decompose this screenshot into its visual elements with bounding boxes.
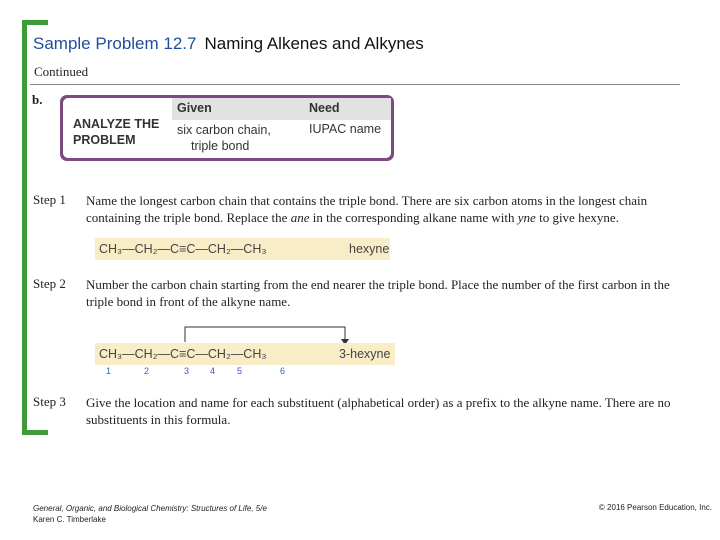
bottom-accent-bar (22, 430, 48, 435)
analyze-title-line1: ANALYZE THE (73, 117, 160, 131)
footer-copyright: © 2016 Pearson Education, Inc. (598, 503, 712, 512)
analyze-title (73, 116, 159, 148)
title-name: Naming Alkenes and Alkynes (204, 34, 424, 53)
analyze-problem-box (60, 95, 394, 161)
step3-text: Give the location and name for each substituent (alphabetical order) as a prefix to the alkyne name. There are no substituents in this formula. (86, 395, 671, 427)
carbon-number-1: 1 (106, 366, 112, 376)
carbon-number-5: 5 (237, 366, 243, 376)
step2-compound-name: 3-hexyne (339, 347, 391, 361)
analyze-title-line2: PROBLEM (73, 133, 136, 147)
carbon-number-2: 2 (144, 366, 150, 376)
carbon-number-6: 6 (280, 366, 286, 376)
step1-text-c: to give hexyne. (535, 210, 619, 225)
analyze-box-inner (63, 98, 391, 158)
step2-label: Step 2 (33, 276, 66, 291)
footer-book-title: General, Organic, and Biological Chemistry: Structures of Life, 5/e (33, 504, 267, 513)
footer-author: Karen C. Timberlake (33, 515, 106, 524)
step3-label: Step 3 (33, 394, 66, 409)
step1-em-yne: yne (517, 210, 536, 225)
carbon-number-4: 4 (210, 366, 216, 376)
step2-formula-box (95, 343, 395, 365)
step1-text-b: in the corresponding alkane name with (309, 210, 518, 225)
step1-label: Step 1 (33, 192, 66, 207)
given-line2: triple bond (191, 139, 250, 153)
part-label: b. (32, 92, 43, 107)
step1-formula: CH₃—CH₂—C≡C—CH₂—CH₃ (99, 242, 267, 256)
given-header: Given (177, 101, 212, 115)
step1-formula-box (95, 238, 390, 260)
step1-text (86, 192, 698, 226)
continued-label: Continued (34, 64, 89, 79)
step1-text-a: Name the longest carbon chain that contains the triple bond. There are six carbon atoms in the longest chain containing the triple bond. Replace the (86, 193, 648, 225)
arrow-line (185, 327, 345, 342)
title-prefix: Sample Problem 12.7 (33, 34, 197, 53)
step2-text: Number the carbon chain starting from the end nearer the triple bond. Place the number of the first carbon in the triple bond in front of the alkyne name. (86, 277, 670, 309)
slide-title (33, 34, 424, 54)
step1-em-ane: ane (290, 210, 310, 225)
footer-citation (33, 503, 267, 525)
carbon-number-3: 3 (184, 366, 190, 376)
step2-formula: CH₃—CH₂—C≡C—CH₂—CH₃ (99, 347, 267, 361)
top-accent-bar (22, 20, 48, 25)
step1-compound-name: hexyne (349, 242, 390, 256)
given-value (177, 122, 271, 154)
given-line1: six carbon chain, (177, 123, 271, 137)
need-value: IUPAC name (309, 122, 382, 136)
header-divider (30, 84, 680, 85)
need-header: Need (309, 101, 340, 115)
left-accent-bar (22, 20, 27, 435)
